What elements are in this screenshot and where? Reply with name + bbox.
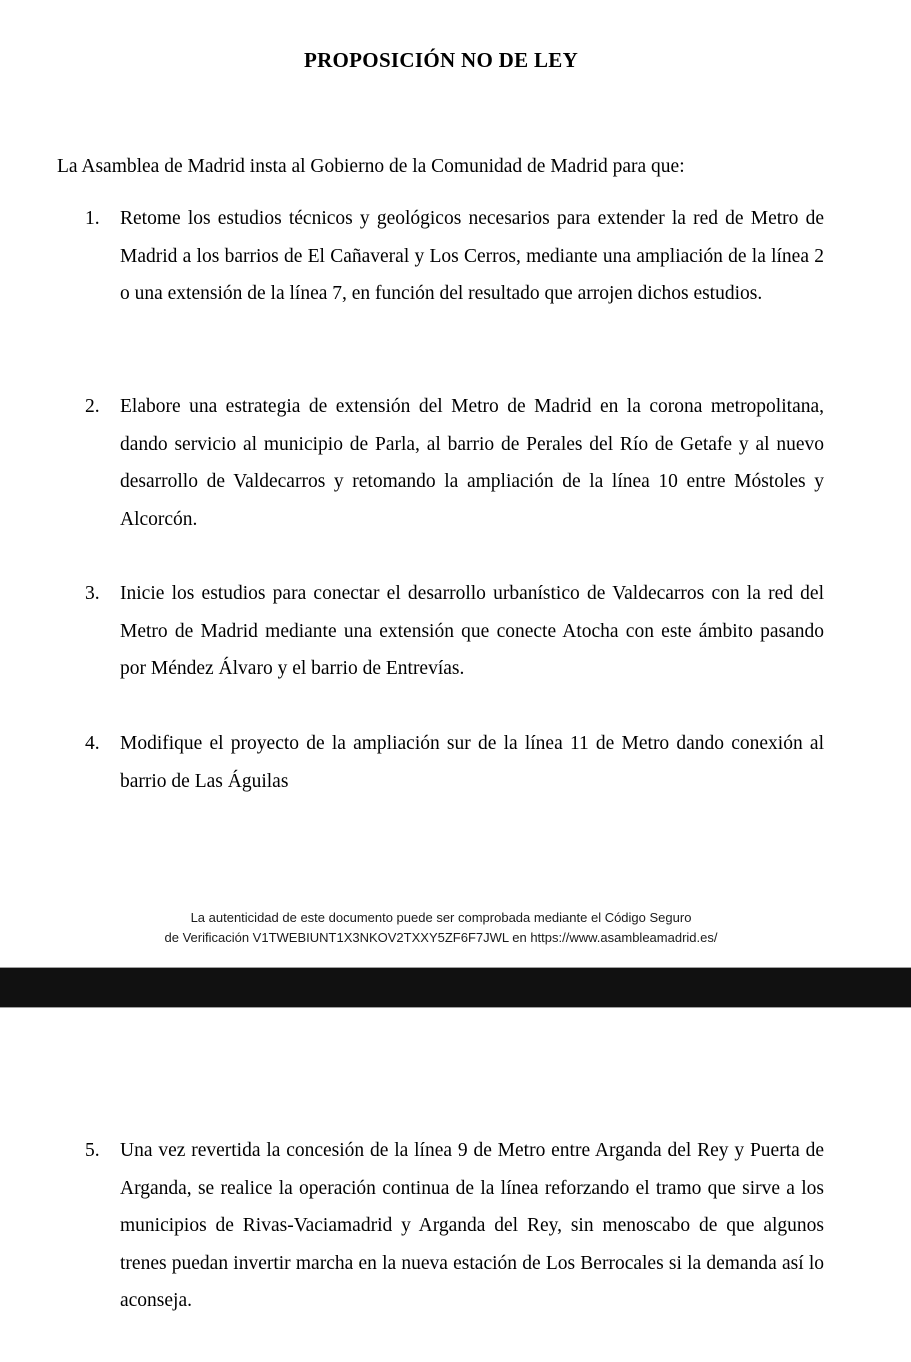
- item-number: 1.: [85, 208, 100, 229]
- list-item-5: [85, 1132, 824, 1320]
- verification-footer-line2: de Verificación V1TWEBIUNT1X3NKOV2TXXY5ZF6F7JWL en https://www.asambleamadrid.es/: [164, 930, 718, 945]
- document-title: PROPOSICIÓN NO DE LEY: [303, 48, 579, 72]
- verification-footer-line1: La autenticidad de este documento puede ser comprobada mediante el Código Seguro: [190, 910, 692, 925]
- item-text: Inicie los estudios para conectar el desarrollo urbanístico de Valdecarros con la red del Metro de Madrid mediante una extensión que conecte Atocha con este ámbito pasando por Méndez Álvaro y el barrio de Entrevías.: [120, 583, 824, 679]
- verification-footer: [57, 908, 825, 948]
- intro-paragraph: La Asamblea de Madrid insta al Gobierno de la Comunidad de Madrid para que:: [57, 156, 685, 177]
- item-text: Retome los estudios técnicos y geológicos necesarios para extender la red de Metro de Madrid a los barrios de El Cañaveral y Los Cerros, mediante una ampliación de la línea 2 o una extensión de la línea 7, en función del resultado que arrojen dichos estudios.: [120, 208, 824, 304]
- list-item-3: [85, 575, 824, 688]
- list-item-1: [85, 200, 824, 313]
- item-text: Una vez revertida la concesión de la línea 9 de Metro entre Arganda del Rey y Puerta de Arganda, se realice la operación continua de la línea reforzando el tramo que sirve a los municipios de Rivas-Vaciamadrid y Arganda del Rey, sin menoscabo de que algunos trenes puedan invertir marcha en la nueva estación de Los Berrocales si la demanda así lo aconseja.: [120, 1140, 824, 1311]
- redaction-bar: [0, 967, 911, 1008]
- item-number: 3.: [85, 583, 100, 604]
- list-item-4: [85, 725, 824, 800]
- list-item-2: [85, 388, 824, 538]
- item-number: 5.: [85, 1140, 100, 1161]
- item-number: 2.: [85, 396, 100, 417]
- item-number: 4.: [85, 733, 100, 754]
- item-text: Modifique el proyecto de la ampliación sur de la línea 11 de Metro dando conexión al barrio de Las Águilas: [120, 733, 824, 792]
- item-text: Elabore una estrategia de extensión del Metro de Madrid en la corona metropolitana, dando servicio al municipio de Parla, al barrio de Perales del Río de Getafe y al nuevo desarrollo de Valdecarros y retomando la ampliación de la línea 10 entre Móstoles y Alcorcón.: [120, 396, 824, 530]
